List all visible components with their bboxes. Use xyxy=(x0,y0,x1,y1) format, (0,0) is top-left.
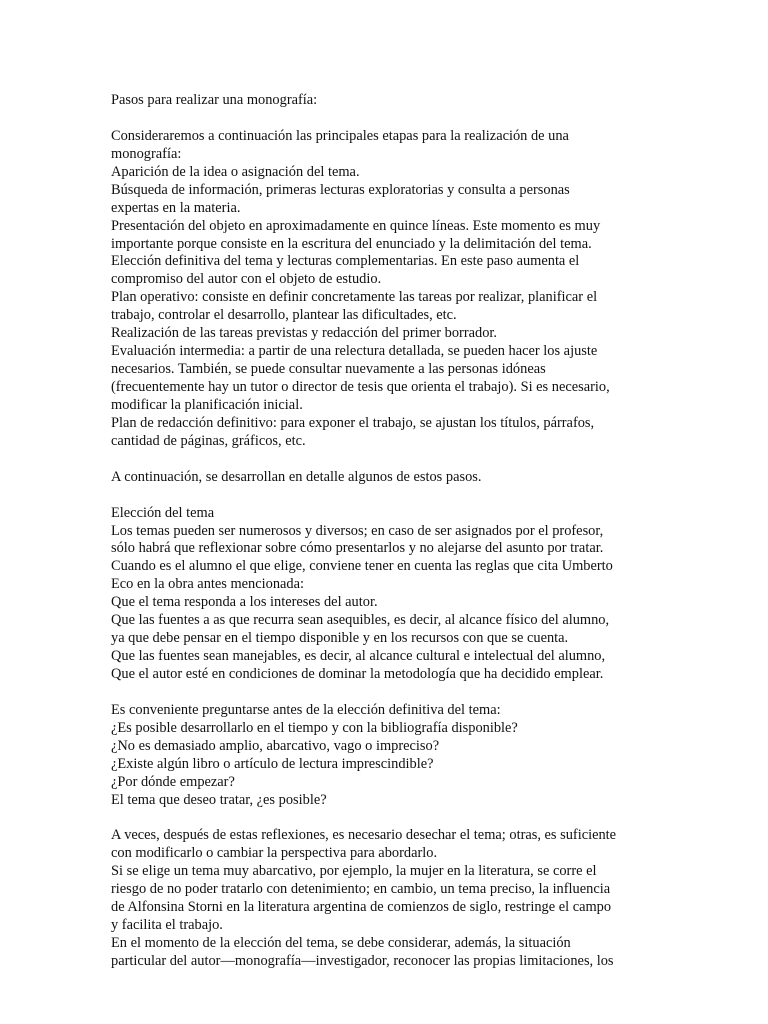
text-line: Que las fuentes a as que recurra sean asequibles, es decir, al alcance físico del alumno, xyxy=(111,612,610,629)
text-line: sólo habrá que reflexionar sobre cómo presentarlos y no alejarse del asunto por tratar. xyxy=(111,540,604,557)
text-line: compromiso del autor con el objeto de estudio. xyxy=(111,271,382,288)
blank-line xyxy=(111,110,671,128)
text-line: Es conveniente preguntarse antes de la elección definitiva del tema: xyxy=(111,701,501,718)
text-line: Que el autor esté en condiciones de dominar la metodología que ha decidido emplear. xyxy=(111,666,604,682)
text-line: Eco en la obra antes mencionada: xyxy=(111,576,304,593)
text-line: ya que debe pensar en el tiempo disponible y en los recursos con que se cuenta. xyxy=(111,630,569,647)
text-line: Que las fuentes sean manejables, es decir, al alcance cultural e intelectual del alumno, xyxy=(111,648,606,665)
text-line: En el momento de la elección del tema, se debe considerar, además, la situación xyxy=(111,935,571,952)
section-body xyxy=(111,523,671,684)
text-line: Presentación del objeto en aproximadamente en quince líneas. Este momento es muy xyxy=(111,217,601,234)
continuation-text: A continuación, se desarrollan en detalle algunos de estos pasos. xyxy=(111,468,482,485)
text-line: ¿No es demasiado amplio, abarcativo, vago o impreciso? xyxy=(111,737,440,754)
text-line: importante porque consiste en la escritura del enunciado y la delimitación del tema. xyxy=(111,235,592,252)
text-line: y facilita el trabajo. xyxy=(111,917,223,934)
steps-list xyxy=(111,164,671,451)
closing-paragraph xyxy=(111,827,671,971)
text-line: Plan operativo: consiste en definir concretamente las tareas por realizar, planificar el xyxy=(111,289,598,306)
text-line: modificar la planificación inicial. xyxy=(111,396,303,413)
text-line: El tema que deseo tratar, ¿es posible? xyxy=(111,791,327,808)
text-line: ¿Es posible desarrollarlo en el tiempo y con la bibliografía disponible? xyxy=(111,719,518,736)
text-line: riesgo de no poder tratarlo con detenimiento; en cambio, un tema preciso, la influencia xyxy=(111,881,611,898)
text-line: Que el tema responda a los intereses del autor. xyxy=(111,594,378,611)
text-line: A veces, después de estas reflexiones, es necesario desechar el tema; otras, es suficiente xyxy=(111,827,617,844)
text-line: de Alfonsina Storni en la literatura argentina de comienzos de siglo, restringe el campo xyxy=(111,899,612,916)
blank-line xyxy=(111,684,671,702)
text-line: Realización de las tareas previstas y redacción del primer borrador. xyxy=(111,325,497,342)
text-line: Los temas pueden ser numerosos y diversos; en caso de ser asignados por el profesor, xyxy=(111,522,604,539)
text-line: expertas en la materia. xyxy=(111,199,241,216)
text-line: Consideraremos a continuación las principales etapas para la realización de una xyxy=(111,127,569,144)
blank-line xyxy=(111,810,671,828)
text-line: Evaluación intermedia: a partir de una relectura detallada, se pueden hacer los ajuste xyxy=(111,343,598,360)
section-title: Elección del tema xyxy=(111,504,215,521)
text-line: monografía: xyxy=(111,145,182,162)
text-line: trabajo, controlar el desarrollo, plantear las dificultades, etc. xyxy=(111,307,457,324)
text-line: ¿Por dónde empezar? xyxy=(111,773,235,790)
text-line: cantidad de páginas, gráficos, etc. xyxy=(111,432,306,449)
text-line: Aparición de la idea o asignación del tema. xyxy=(111,163,360,180)
text-line: ¿Existe algún libro o artículo de lectura imprescindible? xyxy=(111,755,434,772)
document-text xyxy=(111,92,671,971)
text-line: (frecuentemente hay un tutor o director de tesis que orienta el trabajo). Si es necesario, xyxy=(111,379,610,395)
text-line: necesarios. También, se puede consultar nuevamente a las personas idóneas xyxy=(111,361,546,378)
intro-paragraph xyxy=(111,128,671,164)
blank-line xyxy=(111,487,671,505)
text-line: Si se elige un tema muy abarcativo, por ejemplo, la mujer en la literatura, se corre el xyxy=(111,863,597,880)
text-line: Cuando es el alumno el que elige, conviene tener en cuenta las reglas que cita Umberto xyxy=(111,558,613,575)
document-heading: Pasos para realizar una monografía: xyxy=(111,92,318,108)
text-line: particular del autor—monografía—investigador, reconocer las propias limitaciones, los xyxy=(111,953,614,969)
text-line: con modificarlo o cambiar la perspectiva para abordarlo. xyxy=(111,845,438,862)
text-line: Plan de redacción definitivo: para exponer el trabajo, se ajustan los títulos, párrafos, xyxy=(111,414,595,431)
text-line: Búsqueda de información, primeras lecturas exploratorias y consulta a personas xyxy=(111,181,570,198)
text-line: Elección definitiva del tema y lecturas complementarias. En este paso aumenta el xyxy=(111,253,580,270)
blank-line xyxy=(111,451,671,469)
questions-list xyxy=(111,702,671,810)
